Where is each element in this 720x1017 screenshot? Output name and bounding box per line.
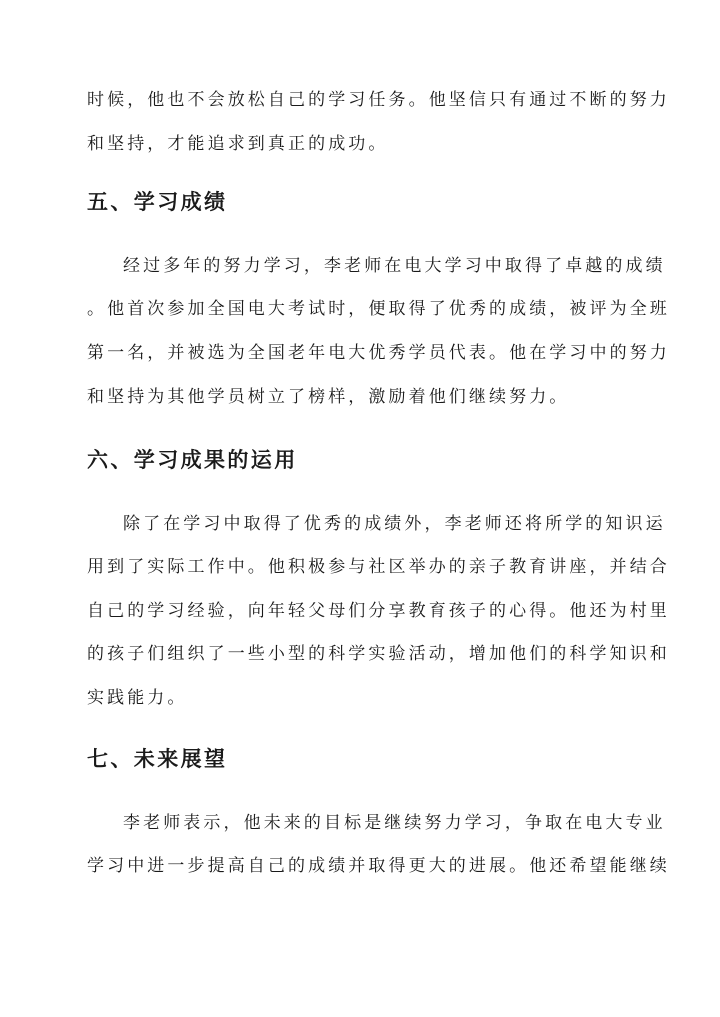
paragraph-line: 的孩子们组织了一些小型的科学实验活动，增加他们的科学知识和 (87, 644, 670, 664)
paragraph-line: 用到了实际工作中。他积极参与社区举办的亲子教育讲座，并结合 (87, 557, 670, 577)
paragraph-line: 经过多年的努力学习，李老师在电大学习中取得了卓越的成绩 (123, 256, 666, 276)
paragraph-line: 学习中进一步提高自己的成绩并取得更大的进展。他还希望能继续 (87, 856, 670, 876)
paragraph-line: 除了在学习中取得了优秀的成绩外，李老师还将所学的知识运 (123, 514, 666, 534)
paragraph-line: 自己的学习经验，向年轻父母们分享教育孩子的心得。他还为村里 (87, 601, 670, 621)
paragraph-line: 。他首次参加全国电大考试时，便取得了优秀的成绩，被评为全班 (87, 299, 670, 319)
paragraph-line: 李老师表示，他未来的目标是继续努力学习，争取在电大专业 (123, 813, 666, 833)
paragraph-line: 和坚持为其他学员树立了榜样，激励着他们继续努力。 (87, 387, 570, 407)
paragraph-line: 和坚持，才能追求到真正的成功。 (87, 134, 389, 154)
section-heading: 六、学习成果的运用 (87, 448, 298, 472)
section-heading: 七、未来展望 (87, 747, 228, 771)
paragraph-line: 第一名，并被选为全国老年电大优秀学员代表。他在学习中的努力 (87, 343, 670, 363)
section-heading: 五、学习成绩 (87, 190, 228, 214)
paragraph-line: 时候，他也不会放松自己的学习任务。他坚信只有通过不断的努力 (87, 90, 670, 110)
paragraph-line: 实践能力。 (87, 688, 188, 708)
